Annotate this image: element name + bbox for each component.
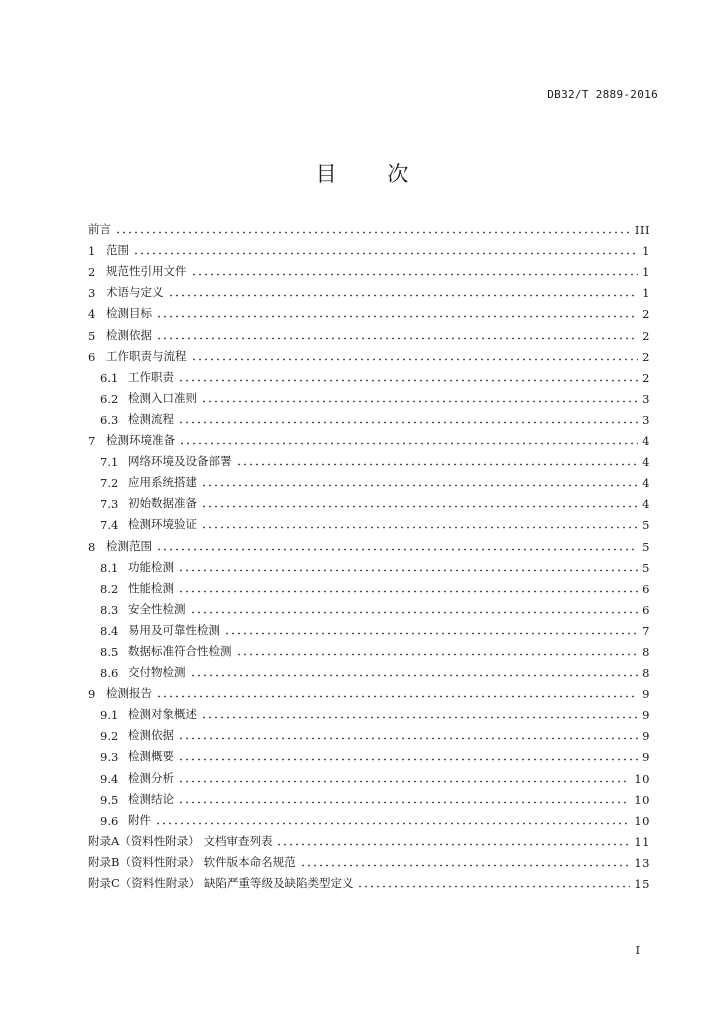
toc-dot-leader [178,730,638,740]
toc-entry-title: 网络环境及设备部署 [128,454,232,469]
toc-entry[interactable] [88,237,650,258]
toc-entry-page: 13 [634,855,650,870]
toc-entry-title: 术语与定义 [106,285,164,300]
toc-entry[interactable] [88,469,650,490]
toc-entry-page: 7 [642,623,650,638]
toc-entry[interactable] [88,680,650,701]
toc-entry-page: 6 [642,581,650,596]
toc-entry-title: 检测依据 [106,327,152,342]
toc-entry[interactable] [88,596,650,617]
toc-entry-title: 检测环境验证 [128,517,197,532]
toc-entry-title: 检测依据 [128,728,174,743]
toc-entry-number: 3 [88,286,96,301]
toc-entry[interactable] [88,554,650,575]
toc-entry-title: 附录A（资料性附录） 文档审查列表 [88,833,273,848]
toc-entry[interactable] [88,300,650,321]
toc-entry-title: 功能检测 [128,559,174,574]
toc-dot-leader [236,456,639,466]
toc-entry[interactable] [88,807,650,828]
toc-entry[interactable] [88,617,650,638]
toc-entry-page: 1 [642,265,650,280]
toc-dot-leader [178,794,630,804]
toc-entry-title: 易用及可靠性检测 [128,622,220,637]
toc-entry-number: 7.3 [100,497,119,512]
toc-entry-page: 6 [642,602,650,617]
toc-entry-number: 8.3 [100,602,119,617]
toc-entry-title: 安全性检测 [128,601,186,616]
toc-entry-page: 11 [634,834,650,849]
toc-entry-title: 性能检测 [128,580,174,595]
toc-entry[interactable] [88,279,650,300]
toc-entry[interactable] [88,364,650,385]
toc-entry-page: 3 [642,412,650,427]
table-of-contents [88,216,650,891]
toc-entry-page: 9 [642,687,650,702]
toc-entry-number: 9 [88,687,96,702]
toc-entry-page: 10 [634,792,650,807]
toc-entry[interactable] [88,828,650,849]
toc-entry-title: 工作职责 [128,369,174,384]
toc-entry-title: 检测范围 [106,538,152,553]
toc-entry-page: 10 [634,813,650,828]
toc-dot-leader [155,815,630,825]
toc-entry-page: 8 [642,644,650,659]
toc-entry-page: 9 [642,708,650,723]
toc-entry-page: 2 [642,328,650,343]
toc-entry-number: 8 [88,539,96,554]
toc-entry-title: 检测分析 [128,770,174,785]
toc-entry-number: 7.2 [100,476,119,491]
toc-entry-number: 8.6 [100,666,119,681]
toc-entry-title: 附录C（资料性附录） 缺陷严重等级及缺陷类型定义 [88,876,354,890]
toc-entry-number: 8.1 [100,560,119,575]
toc-entry-number: 8.2 [100,581,119,596]
toc-entry-number: 6 [88,349,96,364]
toc-entry[interactable] [88,448,650,469]
toc-entry-title: 检测概要 [128,749,174,764]
toc-entry[interactable] [88,321,650,342]
toc-entry-title: 应用系统搭建 [128,475,197,490]
toc-entry-page: 1 [642,286,650,301]
toc-entry[interactable] [88,406,650,427]
toc-dot-leader [178,751,638,761]
toc-entry[interactable] [88,701,650,722]
toc-entry-page: 9 [642,729,650,744]
toc-entry-number: 4 [88,307,96,322]
toc-dot-leader [156,330,638,340]
toc-entry[interactable] [88,258,650,279]
toc-entry-number: 9.3 [100,750,119,765]
toc-entry-number: 7.1 [100,455,119,470]
toc-dot-leader [201,393,638,403]
toc-entry[interactable] [88,870,650,891]
toc-entry-title: 检测结论 [128,791,174,806]
toc-entry-number: 9.6 [100,813,119,828]
toc-dot-leader [276,836,630,846]
toc-dot-leader [178,562,638,572]
toc-entry-title: 前言 [88,222,111,237]
toc-entry-title: 规范性引用文件 [106,264,187,279]
toc-entry[interactable] [88,385,650,406]
toc-entry-number: 9.2 [100,729,119,744]
toc-entry-number: 6.3 [100,412,119,427]
toc-entry-page: 2 [642,370,650,385]
toc-entry[interactable] [88,532,650,553]
toc-dot-leader [178,583,638,593]
toc-entry-number: 8.5 [100,644,119,659]
toc-dot-leader [201,498,638,508]
toc-dot-leader [201,519,638,529]
toc-entry[interactable] [88,764,650,785]
page-title: 目 次 [315,162,431,186]
toc-entry-number: 7 [88,434,96,449]
toc-entry-number: 5 [88,328,96,343]
toc-dot-leader [156,688,638,698]
toc-entry[interactable] [88,427,650,448]
toc-entry-number: 7.4 [100,518,119,533]
toc-entry-number: 9.5 [100,792,119,807]
toc-entry-number: 6.2 [100,391,119,406]
toc-entry-title: 附录B（资料性附录） 软件版本命名规范 [88,854,296,869]
toc-dot-leader [190,667,639,677]
toc-dot-leader [357,878,630,888]
toc-entry-number: 9.1 [100,708,119,723]
toc-entry-page: 9 [642,750,650,765]
toc-entry-title: 范围 [106,243,129,258]
toc-entry-title: 检测报告 [106,686,152,701]
toc-entry-page: 4 [642,497,650,512]
toc-entry-title: 附件 [128,812,151,827]
toc-entry-number: 1 [88,244,96,259]
toc-dot-leader [191,266,639,276]
toc-dot-leader [201,477,638,487]
toc-entry-page: 5 [642,560,650,575]
toc-entry-page: 10 [634,771,650,786]
toc-entry-title: 工作职责与流程 [106,348,187,363]
toc-entry[interactable] [88,849,650,870]
toc-entry-page: 4 [642,455,650,470]
toc-entry[interactable] [88,722,650,743]
toc-dot-leader [236,646,639,656]
toc-dot-leader [179,435,638,445]
toc-dot-leader [115,224,631,234]
toc-dot-leader [224,625,638,635]
toc-entry[interactable] [88,343,650,364]
toc-entry-page: 8 [642,666,650,681]
footer-page-number: I [635,944,640,957]
toc-dot-leader [300,857,631,867]
toc-entry-number: 8.4 [100,623,119,638]
toc-entry-page: 2 [642,307,650,322]
toc-entry[interactable] [88,575,650,596]
toc-dot-leader [168,287,639,297]
toc-entry-title: 数据标准符合性检测 [128,643,232,658]
toc-entry[interactable] [88,638,650,659]
toc-dot-leader [190,604,639,614]
toc-entry[interactable] [88,743,650,764]
toc-entry[interactable] [88,511,650,532]
toc-entry[interactable] [88,490,650,511]
standard-number: DB32/T 2889-2016 [547,88,658,101]
toc-dot-leader [201,709,638,719]
toc-dot-leader [191,351,639,361]
toc-entry-title: 交付物检测 [128,665,186,680]
toc-entry-page: 5 [642,539,650,554]
toc-entry-title: 初始数据准备 [128,496,197,511]
toc-entry-page: III [634,223,650,238]
toc-entry-page: 4 [642,434,650,449]
toc-dot-leader [156,541,638,551]
toc-entry-page: 2 [642,349,650,364]
toc-dot-leader [178,773,630,783]
toc-entry-page: 15 [634,877,650,891]
toc-entry[interactable] [88,659,650,680]
toc-entry-page: 4 [642,476,650,491]
toc-entry-number: 2 [88,265,96,280]
toc-entry-title: 检测对象概述 [128,707,197,722]
toc-entry[interactable] [88,216,650,237]
toc-entry-title: 检测入口准则 [128,390,197,405]
toc-entry-page: 3 [642,391,650,406]
toc-entry-title: 检测流程 [128,411,174,426]
toc-entry-page: 5 [642,518,650,533]
toc-entry-title: 检测环境准备 [106,433,175,448]
toc-entry[interactable] [88,786,650,807]
toc-entry-title: 检测目标 [106,306,152,321]
toc-dot-leader [178,372,638,382]
toc-dot-leader [133,245,638,255]
toc-entry-number: 6.1 [100,370,119,385]
toc-entry-page: 1 [642,244,650,259]
toc-entry-number: 9.4 [100,771,119,786]
toc-dot-leader [156,308,638,318]
toc-dot-leader [178,414,638,424]
